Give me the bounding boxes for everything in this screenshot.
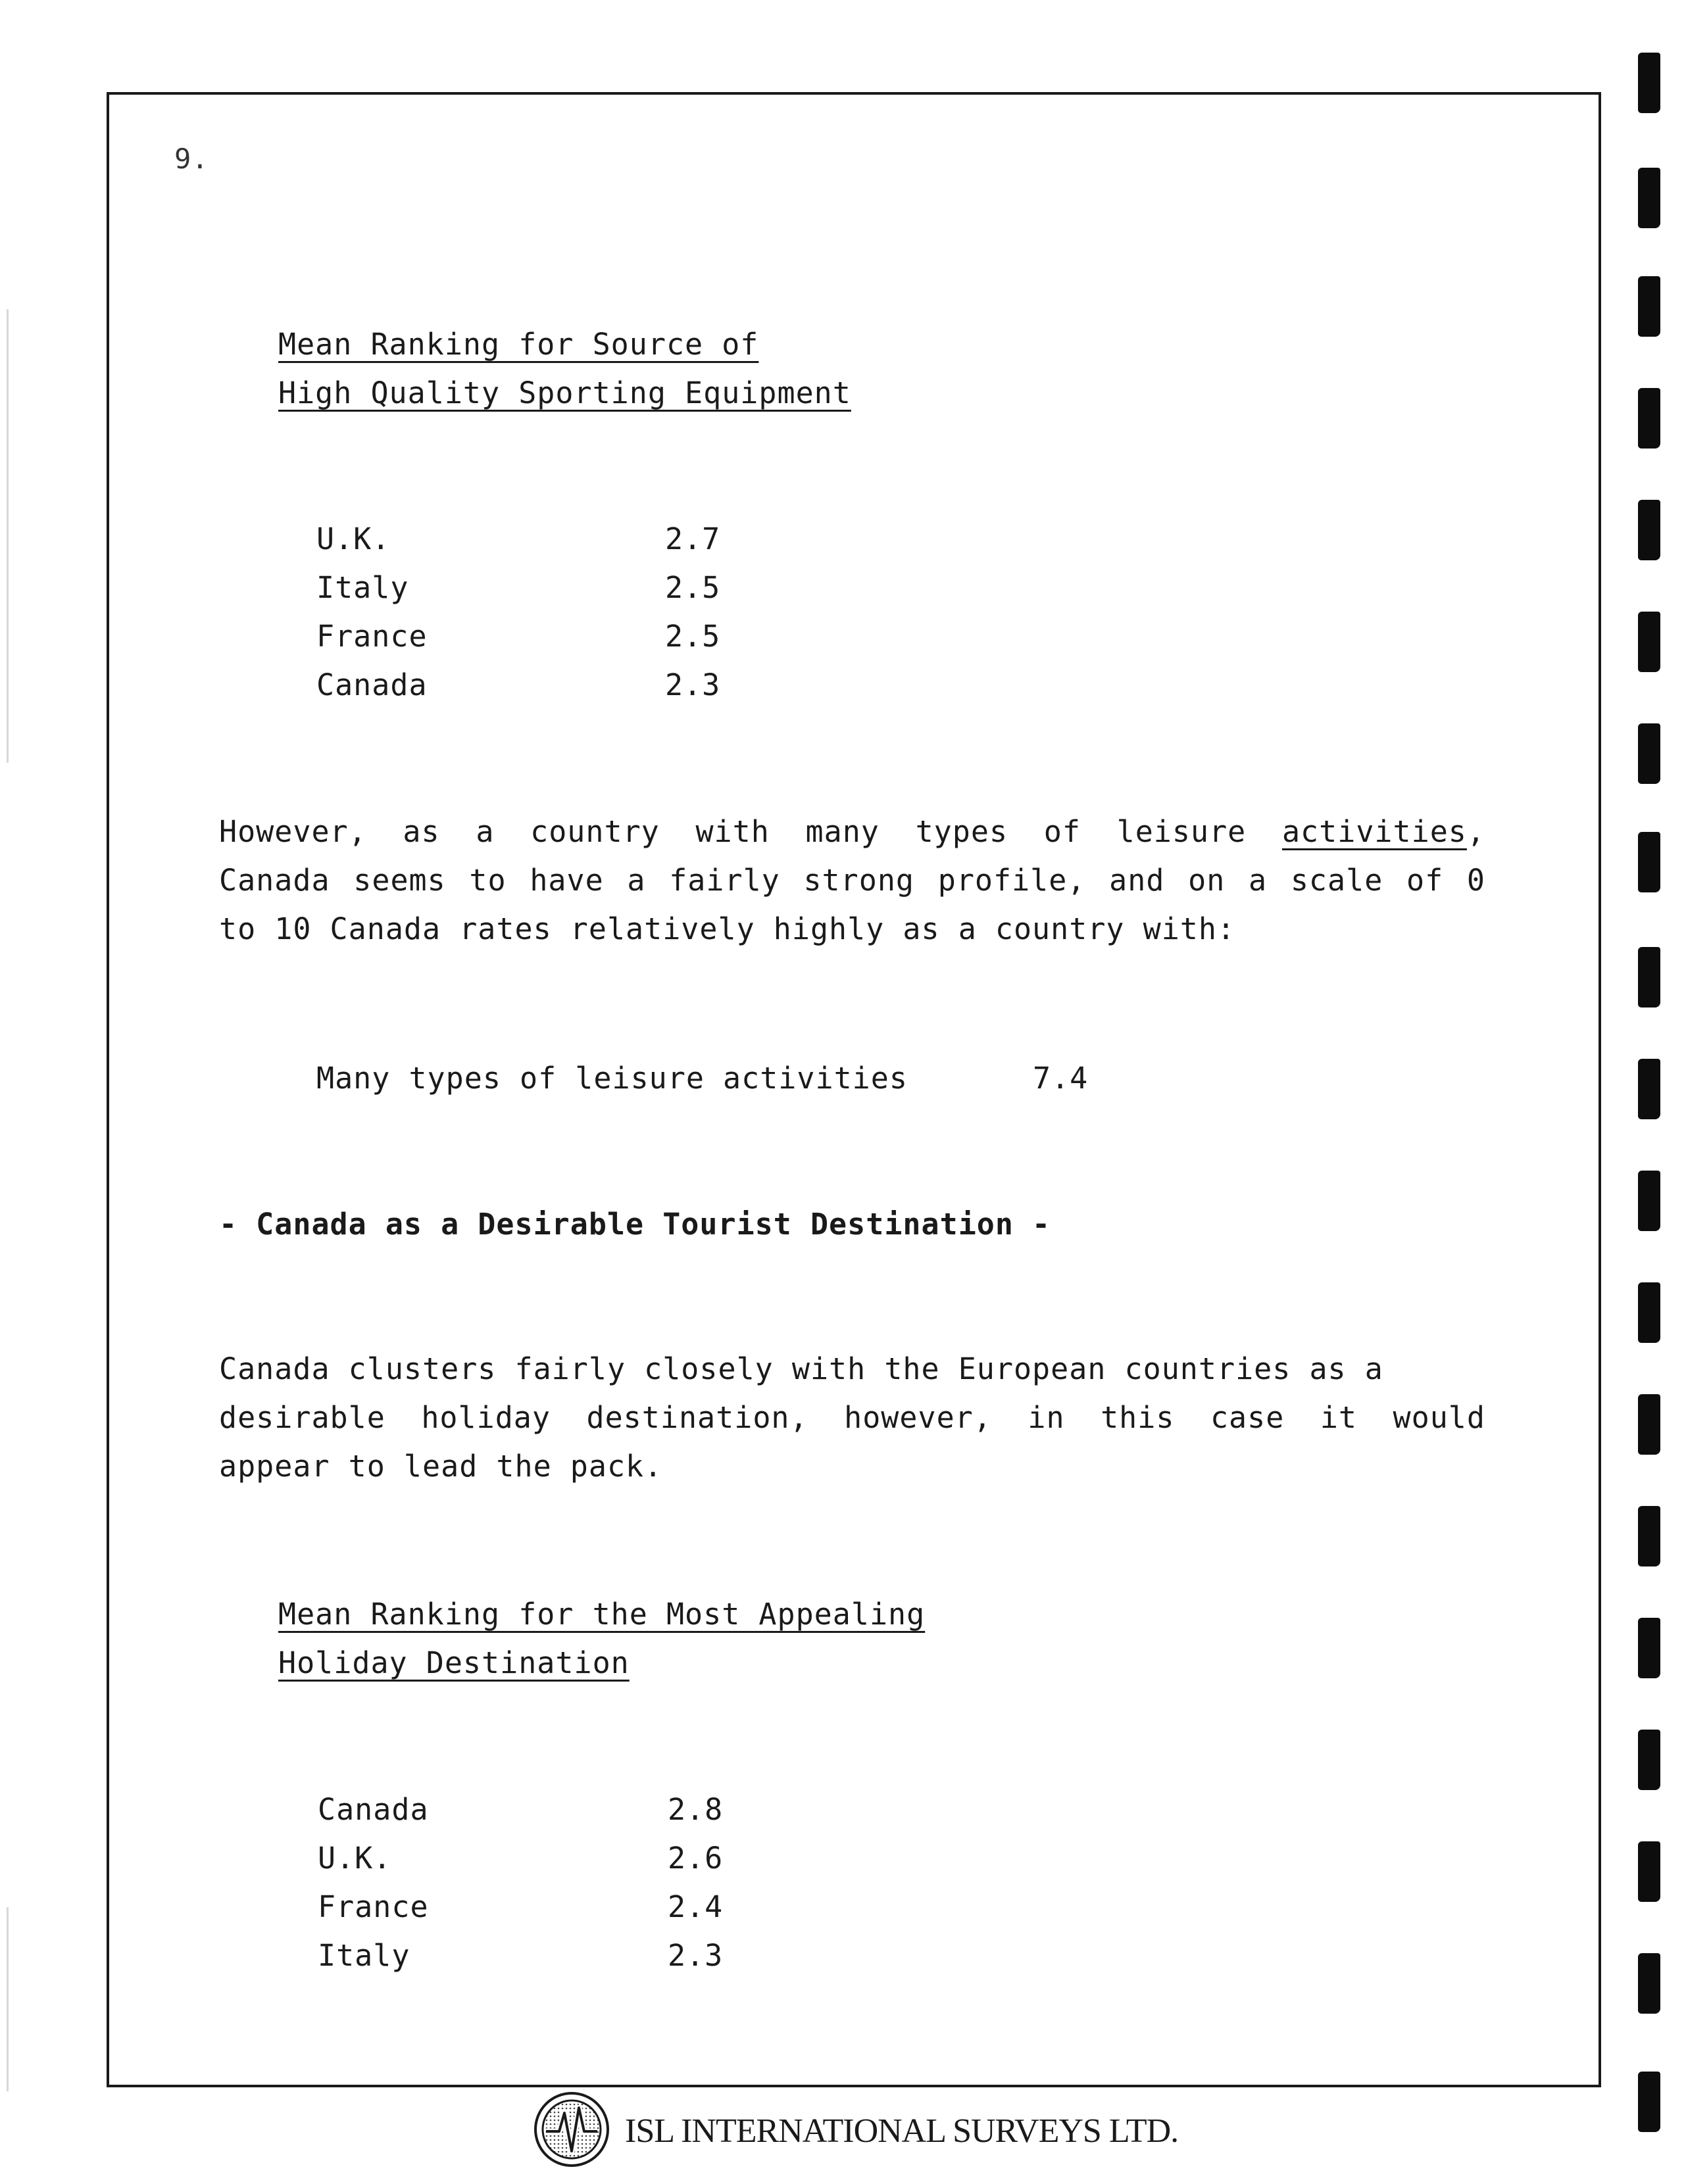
binder-mark <box>1638 1506 1660 1566</box>
leisure-label: Many types of leisure activities <box>316 1061 908 1096</box>
table1-value: 2.3 <box>665 667 721 702</box>
paragraph1-line1-before: However, as a country with many types of leisure <box>219 814 1282 849</box>
table2-heading-line1: Mean Ranking for the Most Appealing <box>278 1597 926 1632</box>
table2-country: Italy <box>318 1938 410 1973</box>
table2-country: Canada <box>318 1792 429 1827</box>
scan-margin-line <box>7 309 9 763</box>
binder-mark <box>1638 276 1660 337</box>
binder-mark <box>1638 1841 1660 1902</box>
binder-mark <box>1638 1171 1660 1231</box>
table1-country: Italy <box>316 570 409 605</box>
binder-mark <box>1638 947 1660 1007</box>
footer <box>533 2095 1178 2167</box>
table1-value: 2.7 <box>665 522 721 556</box>
page-number: 9. <box>174 143 209 175</box>
table1-country: France <box>316 619 428 654</box>
binder-mark <box>1638 1730 1660 1790</box>
binder-mark <box>1638 1282 1660 1343</box>
binder-mark <box>1638 168 1660 228</box>
paragraph1-line1-after: , <box>1466 814 1485 849</box>
table1-heading-line1: Mean Ranking for Source of <box>278 327 759 362</box>
paragraph1-line2: Canada seems to have a fairly strong profile, and on a scale of 0 <box>219 863 1485 898</box>
table1-heading-line2: High Quality Sporting Equipment <box>278 376 851 410</box>
table2-value: 2.3 <box>668 1938 724 1973</box>
binder-mark <box>1638 2072 1660 2132</box>
binder-mark <box>1638 500 1660 560</box>
paragraph2-line1: Canada clusters fairly closely with the European countries as a <box>219 1351 1383 1386</box>
binder-mark <box>1638 723 1660 784</box>
binder-mark <box>1638 1394 1660 1455</box>
table2-country: U.K. <box>318 1841 392 1876</box>
binder-mark <box>1638 388 1660 449</box>
binder-mark <box>1638 53 1660 113</box>
table2-value: 2.8 <box>668 1792 724 1827</box>
binder-mark <box>1638 612 1660 672</box>
table1-value: 2.5 <box>665 619 721 654</box>
paragraph1-underlined-word: activities <box>1281 814 1467 849</box>
table1-country: U.K. <box>316 522 391 556</box>
table2-value: 2.4 <box>668 1889 724 1924</box>
company-name: ISL INTERNATIONAL SURVEYS LTD. <box>625 2112 1179 2150</box>
table1-value: 2.5 <box>665 570 721 605</box>
table1-country: Canada <box>316 667 428 702</box>
section-title: - Canada as a Desirable Tourist Destination - <box>219 1207 1051 1242</box>
binder-mark <box>1638 832 1660 892</box>
table2-country: France <box>318 1889 429 1924</box>
scan-margin-line <box>7 1907 9 2091</box>
binder-mark <box>1638 1953 1660 2014</box>
paragraph1-line3: to 10 Canada rates relatively highly as a country with: <box>219 911 1236 946</box>
binder-mark <box>1638 1059 1660 1119</box>
paragraph1-line1 <box>219 808 1485 856</box>
paragraph2-line3: appear to lead the pack. <box>219 1449 663 1484</box>
binder-mark <box>1638 1618 1660 1678</box>
table2-value: 2.6 <box>668 1841 724 1876</box>
isl-globe-logo-icon <box>533 2091 610 2171</box>
table2-heading-line2: Holiday Destination <box>278 1645 630 1680</box>
leisure-value: 7.4 <box>1033 1061 1089 1096</box>
paragraph2-line2: desirable holiday destination, however, in this case it would <box>219 1400 1485 1435</box>
